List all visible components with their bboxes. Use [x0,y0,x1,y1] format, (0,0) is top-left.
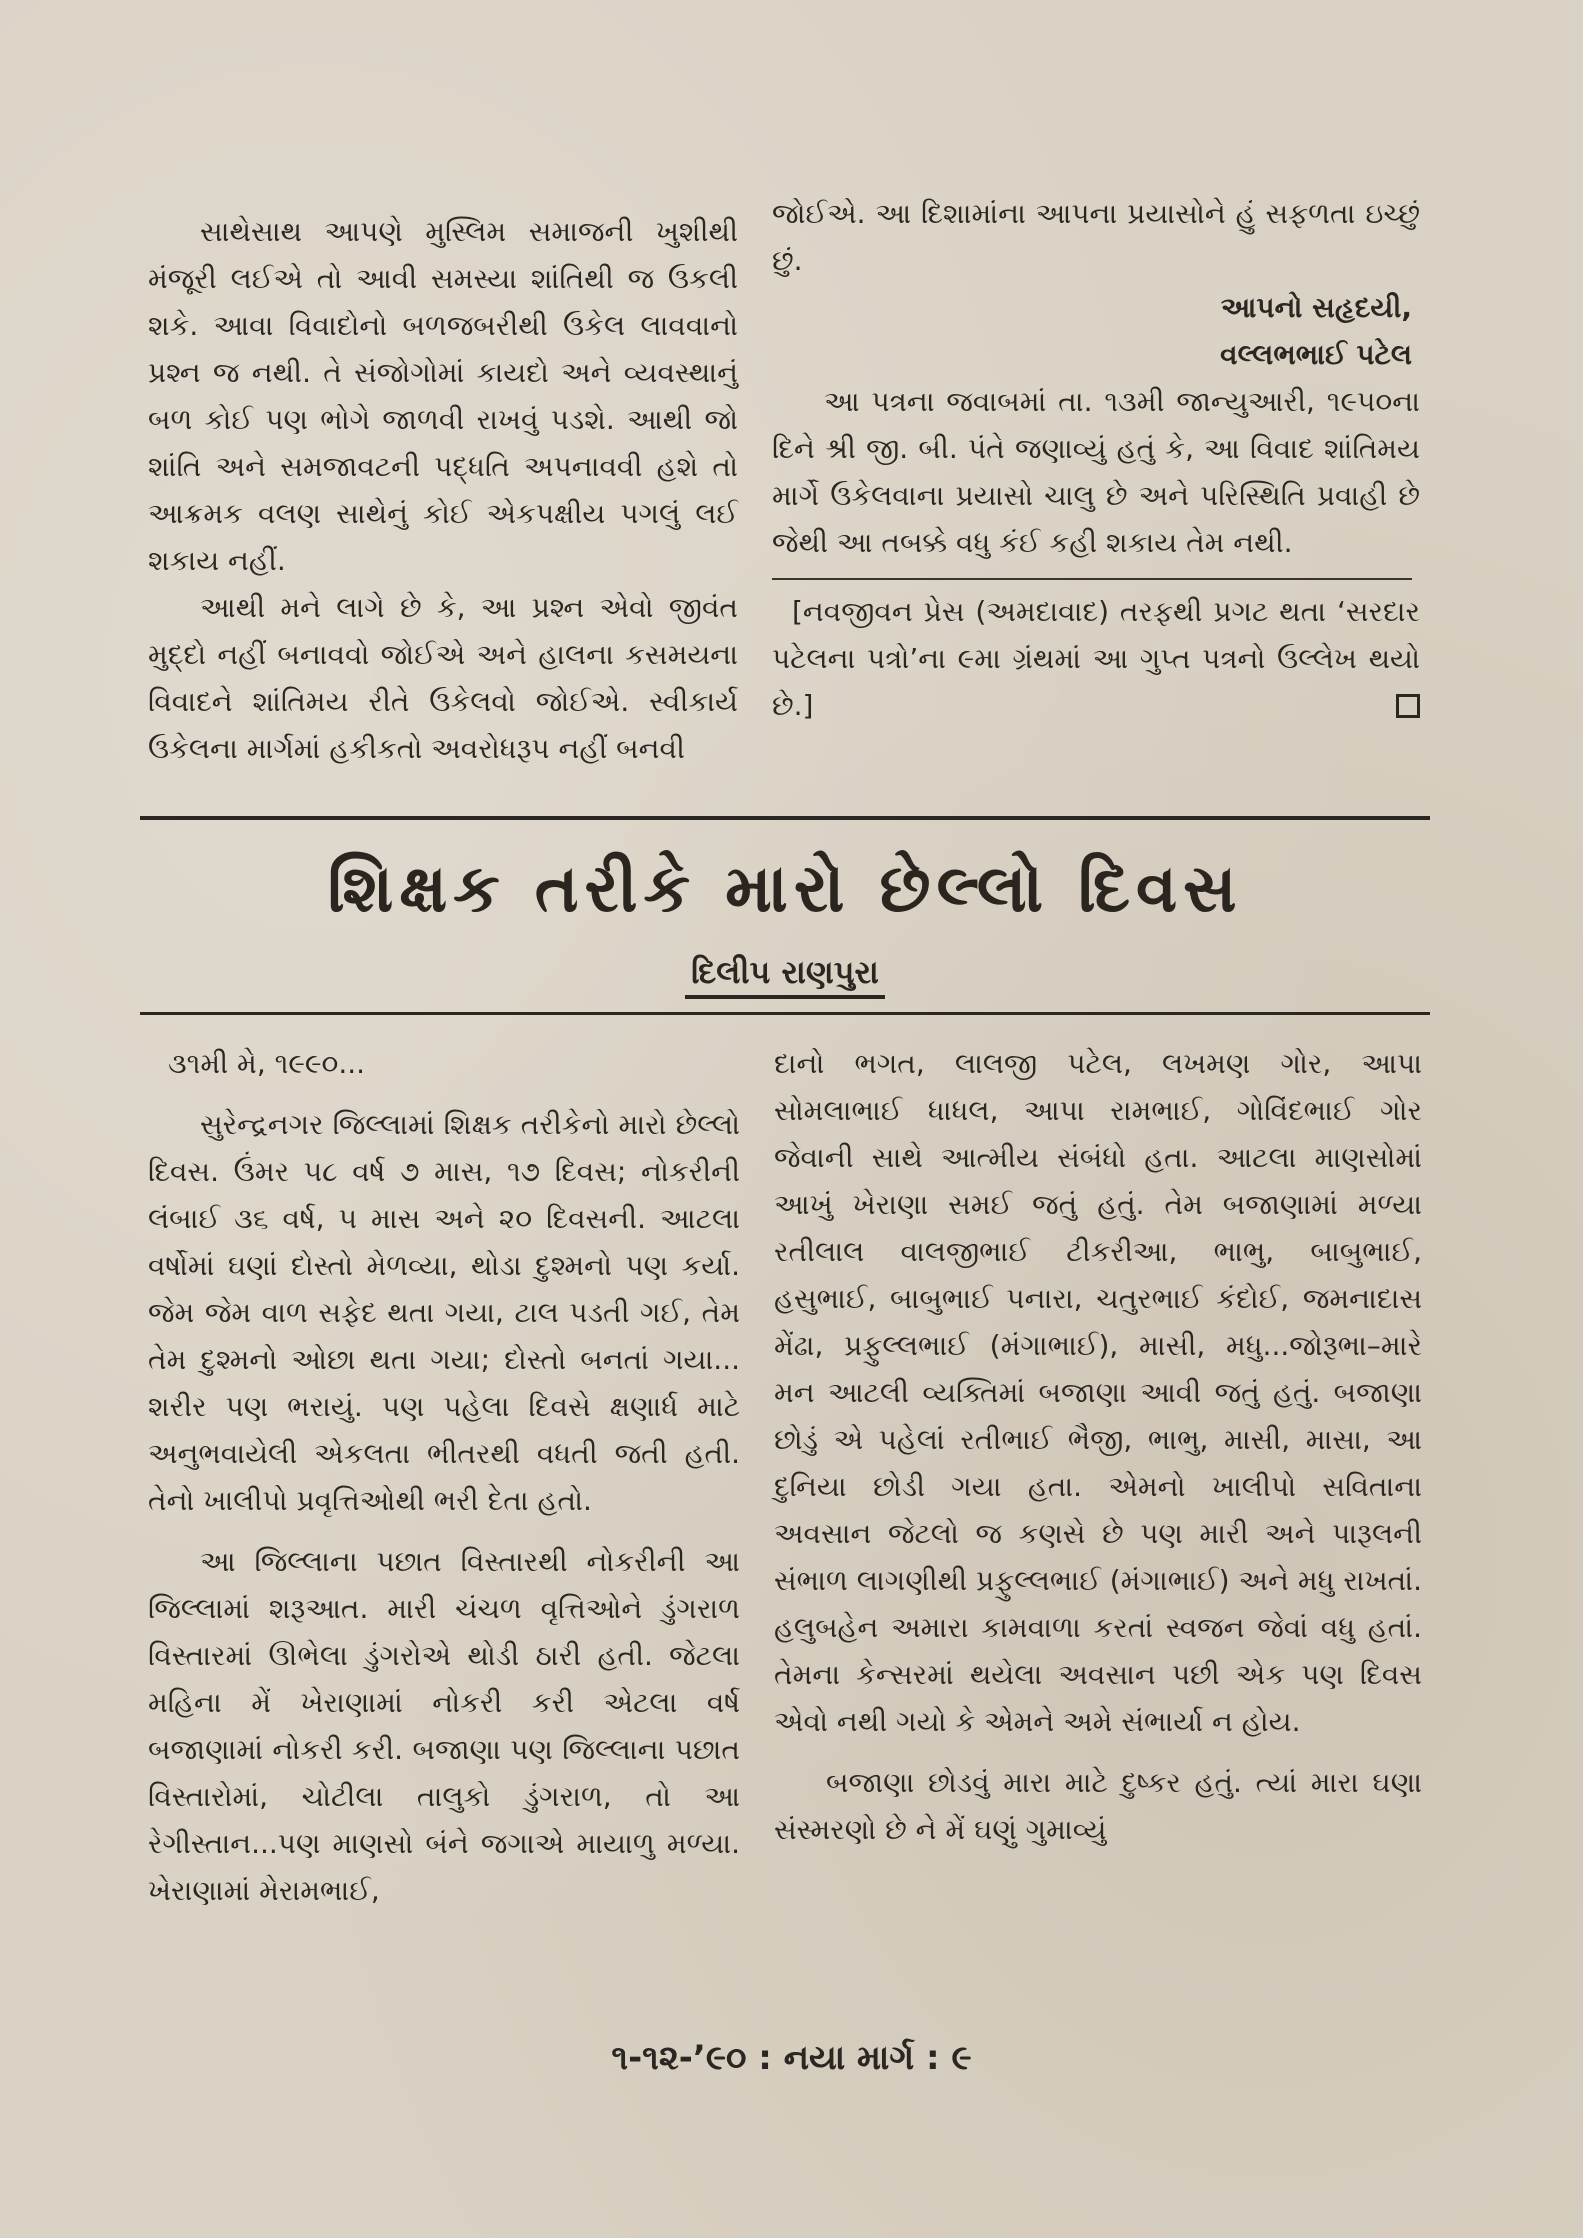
article-author-wrap [140,950,1430,994]
reply-paragraph: આ પત્રના જવાબમાં તા. ૧૩મી જાન્યુઆરી, ૧૯૫૦ના દિને શ્રી જી. બી. પંતે જણાવ્યું હતું કે, આ વિવાદ શાંતિમય માર્ગે ઉકેલવાના પ્રયાસો ચાલુ છે અને પરિસ્થિતિ પ્રવાહી છે જેથી આ તબક્કે વધુ કંઈ કહી શકાય તેમ નથી. [772,385,1420,559]
article-title: શિક્ષક તરીકે મારો છેલ્લો દિવસ [327,849,1243,927]
letter-paragraph: સાથેસાથ આપણે મુસ્લિમ સમાજની ખુશીથી મંજૂરી લઈએ તો આવી સમસ્યા શાંતિથી જ ઉકલી શકે. આવા વિવાદોનો બળજબરીથી ઉકેલ લાવવાનો પ્રશ્ન જ નથી. તે સંજોગોમાં કાયદો અને વ્યવસ્થાનું બળ કોઈ પણ ભોગે જાળવી રાખવું પડશે. આથી જો શાંતિ અને સમજાવટની પદ્ધતિ અપનાવવી હશે તો આક્રમક વલણ સાથેનું કોઈ એકપક્ષીય પગલું લઈ શકાય નહીં. [148,215,738,577]
article-paragraph: આ જિલ્લાના પછાત વિસ્તારથી નોકરીની આ જિલ્લામાં શરૂઆત. મારી ચંચળ વૃત્તિઓને ડુંગરાળ વિસ્તારમાં ઊભેલા ડુંગરોએ થોડી ઠારી હતી. જેટલા મહિના મેં ખેરાણામાં નોકરી કરી એટલા વર્ષ બજાણામાં નોકરી કરી. બજાણા પણ જિલ્લાના પછાત વિસ્તારોમાં, ચોટીલા તાલુકો ડુંગરાળ, તો આ રેગીસ્તાન...પણ માણસો બંને જગાએ માયાળુ મળ્યા. ખેરાણામાં મેરામભાઈ, [148,1545,740,1907]
letter-left-column [148,208,738,772]
section-divider [140,816,1430,820]
letter-intro: જોઈએ. આ દિશામાંના આપના પ્રયાસોને હું સફળતા ઇચ્છું છું. [772,197,1420,277]
article-author: દિલીપ રાણપુરા [685,953,885,999]
letter-closing: આપનો સહૃદયી, [1220,291,1412,324]
article-paragraph: દાનો ભગત, લાલજી પટેલ, લખમણ ગોર, આપા સોમલાભાઈ ધાધલ, આપા રામભાઈ, ગોવિંદભાઈ ગોર જેવાની સાથે આત્મીય સંબંધો હતા. આટલા માણસોમાં આખું ખેરાણા સમઈ જતું હતું. તેમ બજાણામાં મળ્યા રતીલાલ વાલજીભાઈ ટીકરીઆ, ભાભુ, બાબુભાઈ, હસુભાઈ, બાબુભાઈ પનારા, ચતુરભાઈ કંદોઈ, જમનાદાસ મેંઢા, પ્રફુલ્લભાઈ (મંગાભાઈ), માસી, મધુ...જોરૂભા–મારે મન આટલી વ્યક્તિમાં બજાણા આવી જતું હતું. બજાણા છોડું એ પહેલાં રતીભાઈ ભૈજી, ભાભુ, માસી, માસા, આ દુનિયા છોડી ગયા હતા. એમનો ખાલીપો સવિતાના અવસાન જેટલો જ કણસે છે પણ મારી અને પારૂલની સંભાળ લાગણીથી પ્રફુલ્લભાઈ (મંગાભાઈ) અને મધુ રાખતાં. હલુબહેન અમારા કામવાળા કરતાં સ્વજન જેવાં વધુ હતાં. તેમના કેન્સરમાં થયેલા અવસાન પછી એક પણ દિવસ એવો નથી ગયો કે એમને અમે સંભાર્યા ન હોય. [774,1047,1422,1738]
article-paragraph: સુરેન્દ્રનગર જિલ્લામાં શિક્ષક તરીકેનો મારો છેલ્લો દિવસ. ઉંમર ૫૮ વર્ષ ૭ માસ, ૧૭ દિવસ; નોકરીની લંબાઈ ૩૬ વર્ષ, ૫ માસ અને ૨૦ દિવસની. આટલા વર્ષોમાં ઘણાં દોસ્તો મેળવ્યા, થોડા દુશ્મનો પણ કર્યા. જેમ જેમ વાળ સફેદ થતા ગયા, ટાલ પડતી ગઈ, તેમ તેમ દુશ્મનો ઓછા થતા ગયા; દોસ્તો બનતાં ગયા... શરીર પણ ભરાયું. પણ પહેલા દિવસે ક્ષણાર્ધ માટે અનુભવાયેલી એકલતા ભીતરથી વધતી જતી હતી. તેનો ખાલીપો પ્રવૃત્તિઓથી ભરી દેતા હતો. [148,1108,740,1517]
article-left-column [148,1040,740,1914]
letter-paragraph: આથી મને લાગે છે કે, આ પ્રશ્ન એવો જીવંત મુદ્દો નહીં બનાવવો જોઈએ અને હાલના કસમયના વિવાદને શાંતિમય રીતે ઉકેલવો જોઈએ. સ્વીકાર્ય ઉકેલના માર્ગમાં હકીકતો અવરોધરૂપ નહીં બનવી [148,591,738,765]
end-mark-icon [1396,694,1420,718]
article-dateline: ૩૧મી મે, ૧૯૯૦... [168,1047,366,1080]
editor-note [772,588,1420,729]
title-divider [140,1012,1430,1015]
note-divider [772,578,1412,580]
editor-note-text: [નવજીવન પ્રેસ (અમદાવાદ) તરફથી પ્રગટ થતા ‘સરદાર પટેલના પત્રો’ના ૯મા ગ્રંથમાં આ ગુપ્ત પત્રનો ઉલ્લેખ થયો છે.] [772,595,1420,722]
page-footer: ૧-૧૨-’૯૦ : નયા માર્ગ : ૯ [611,2038,972,2078]
article-right-column [774,1040,1422,1853]
letter-right-column [772,190,1420,729]
letter-signature: વલ્લભભાઈ પટેલ [1220,338,1412,371]
article-paragraph: બજાણા છોડવું મારા માટે દુષ્કર હતું. ત્યાં મારા ઘણા સંસ્મરણો છે ને મેં ઘણું ગુમાવ્યું [774,1766,1422,1846]
